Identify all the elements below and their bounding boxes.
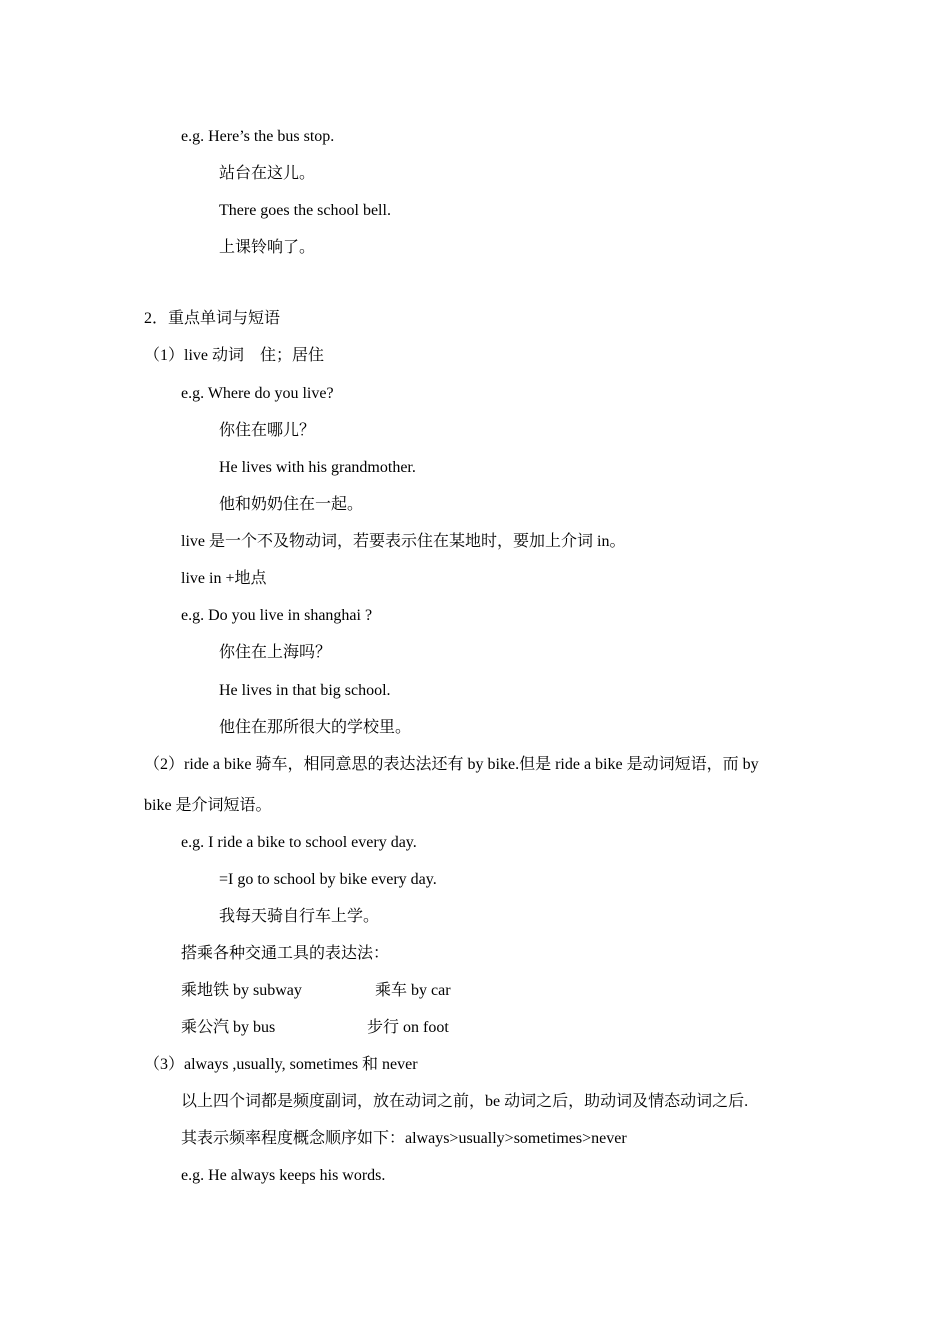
- grammar-note: 以上四个词都是频度副词，放在动词之前，be 动词之后，助动词及情态动词之后.: [181, 1093, 749, 1110]
- section-heading: 2．重点单词与短语: [144, 310, 281, 327]
- item-title: （2）ride a bike 骑车，相同意思的表达法还有 by bike.但是 ride a bike 是动词短语，而 by: [144, 756, 759, 773]
- example-line: e.g. Do you live in shanghai ?: [181, 607, 373, 624]
- example-line: e.g. Here’s the bus stop.: [181, 128, 335, 145]
- grammar-note: live 是一个不及物动词，若要表示住在某地时，要加上介词 in。: [181, 533, 626, 550]
- example-line: e.g. Where do you live?: [181, 385, 334, 402]
- example-line: There goes the school bell.: [219, 202, 391, 219]
- translation-line: 他住在那所很大的学校里。: [219, 719, 412, 736]
- transport-item: 乘地铁 by subway: [181, 982, 302, 999]
- example-line: e.g. He always keeps his words.: [181, 1167, 386, 1184]
- translation-line: 你住在哪儿？: [219, 422, 316, 439]
- example-line: e.g. I ride a bike to school every day.: [181, 834, 417, 851]
- item-title-continued: bike 是介词短语。: [144, 797, 272, 814]
- grammar-note: 其表示频率程度概念顺序如下：always>usually>sometimes>never: [181, 1130, 627, 1147]
- item-title: （3）always ,usually, sometimes 和 never: [144, 1056, 418, 1073]
- transport-item: 乘公汽 by bus: [181, 1019, 276, 1036]
- pattern-line: live in +地点: [181, 570, 267, 587]
- example-line: He lives in that big school.: [219, 682, 391, 699]
- transport-heading: 搭乘各种交通工具的表达法：: [181, 945, 390, 962]
- example-line: =I go to school by bike every day.: [219, 871, 437, 888]
- example-line: He lives with his grandmother.: [219, 459, 416, 476]
- transport-item: 乘车 by car: [375, 982, 451, 999]
- transport-item: 步行 on foot: [367, 1019, 449, 1036]
- translation-line: 他和奶奶住在一起。: [219, 496, 364, 513]
- item-title: （1）live 动词 住；居住: [144, 347, 324, 364]
- translation-line: 站台在这儿。: [219, 165, 316, 182]
- translation-line: 我每天骑自行车上学。: [219, 908, 380, 925]
- translation-line: 你住在上海吗？: [219, 644, 332, 661]
- translation-line: 上课铃响了。: [219, 239, 316, 256]
